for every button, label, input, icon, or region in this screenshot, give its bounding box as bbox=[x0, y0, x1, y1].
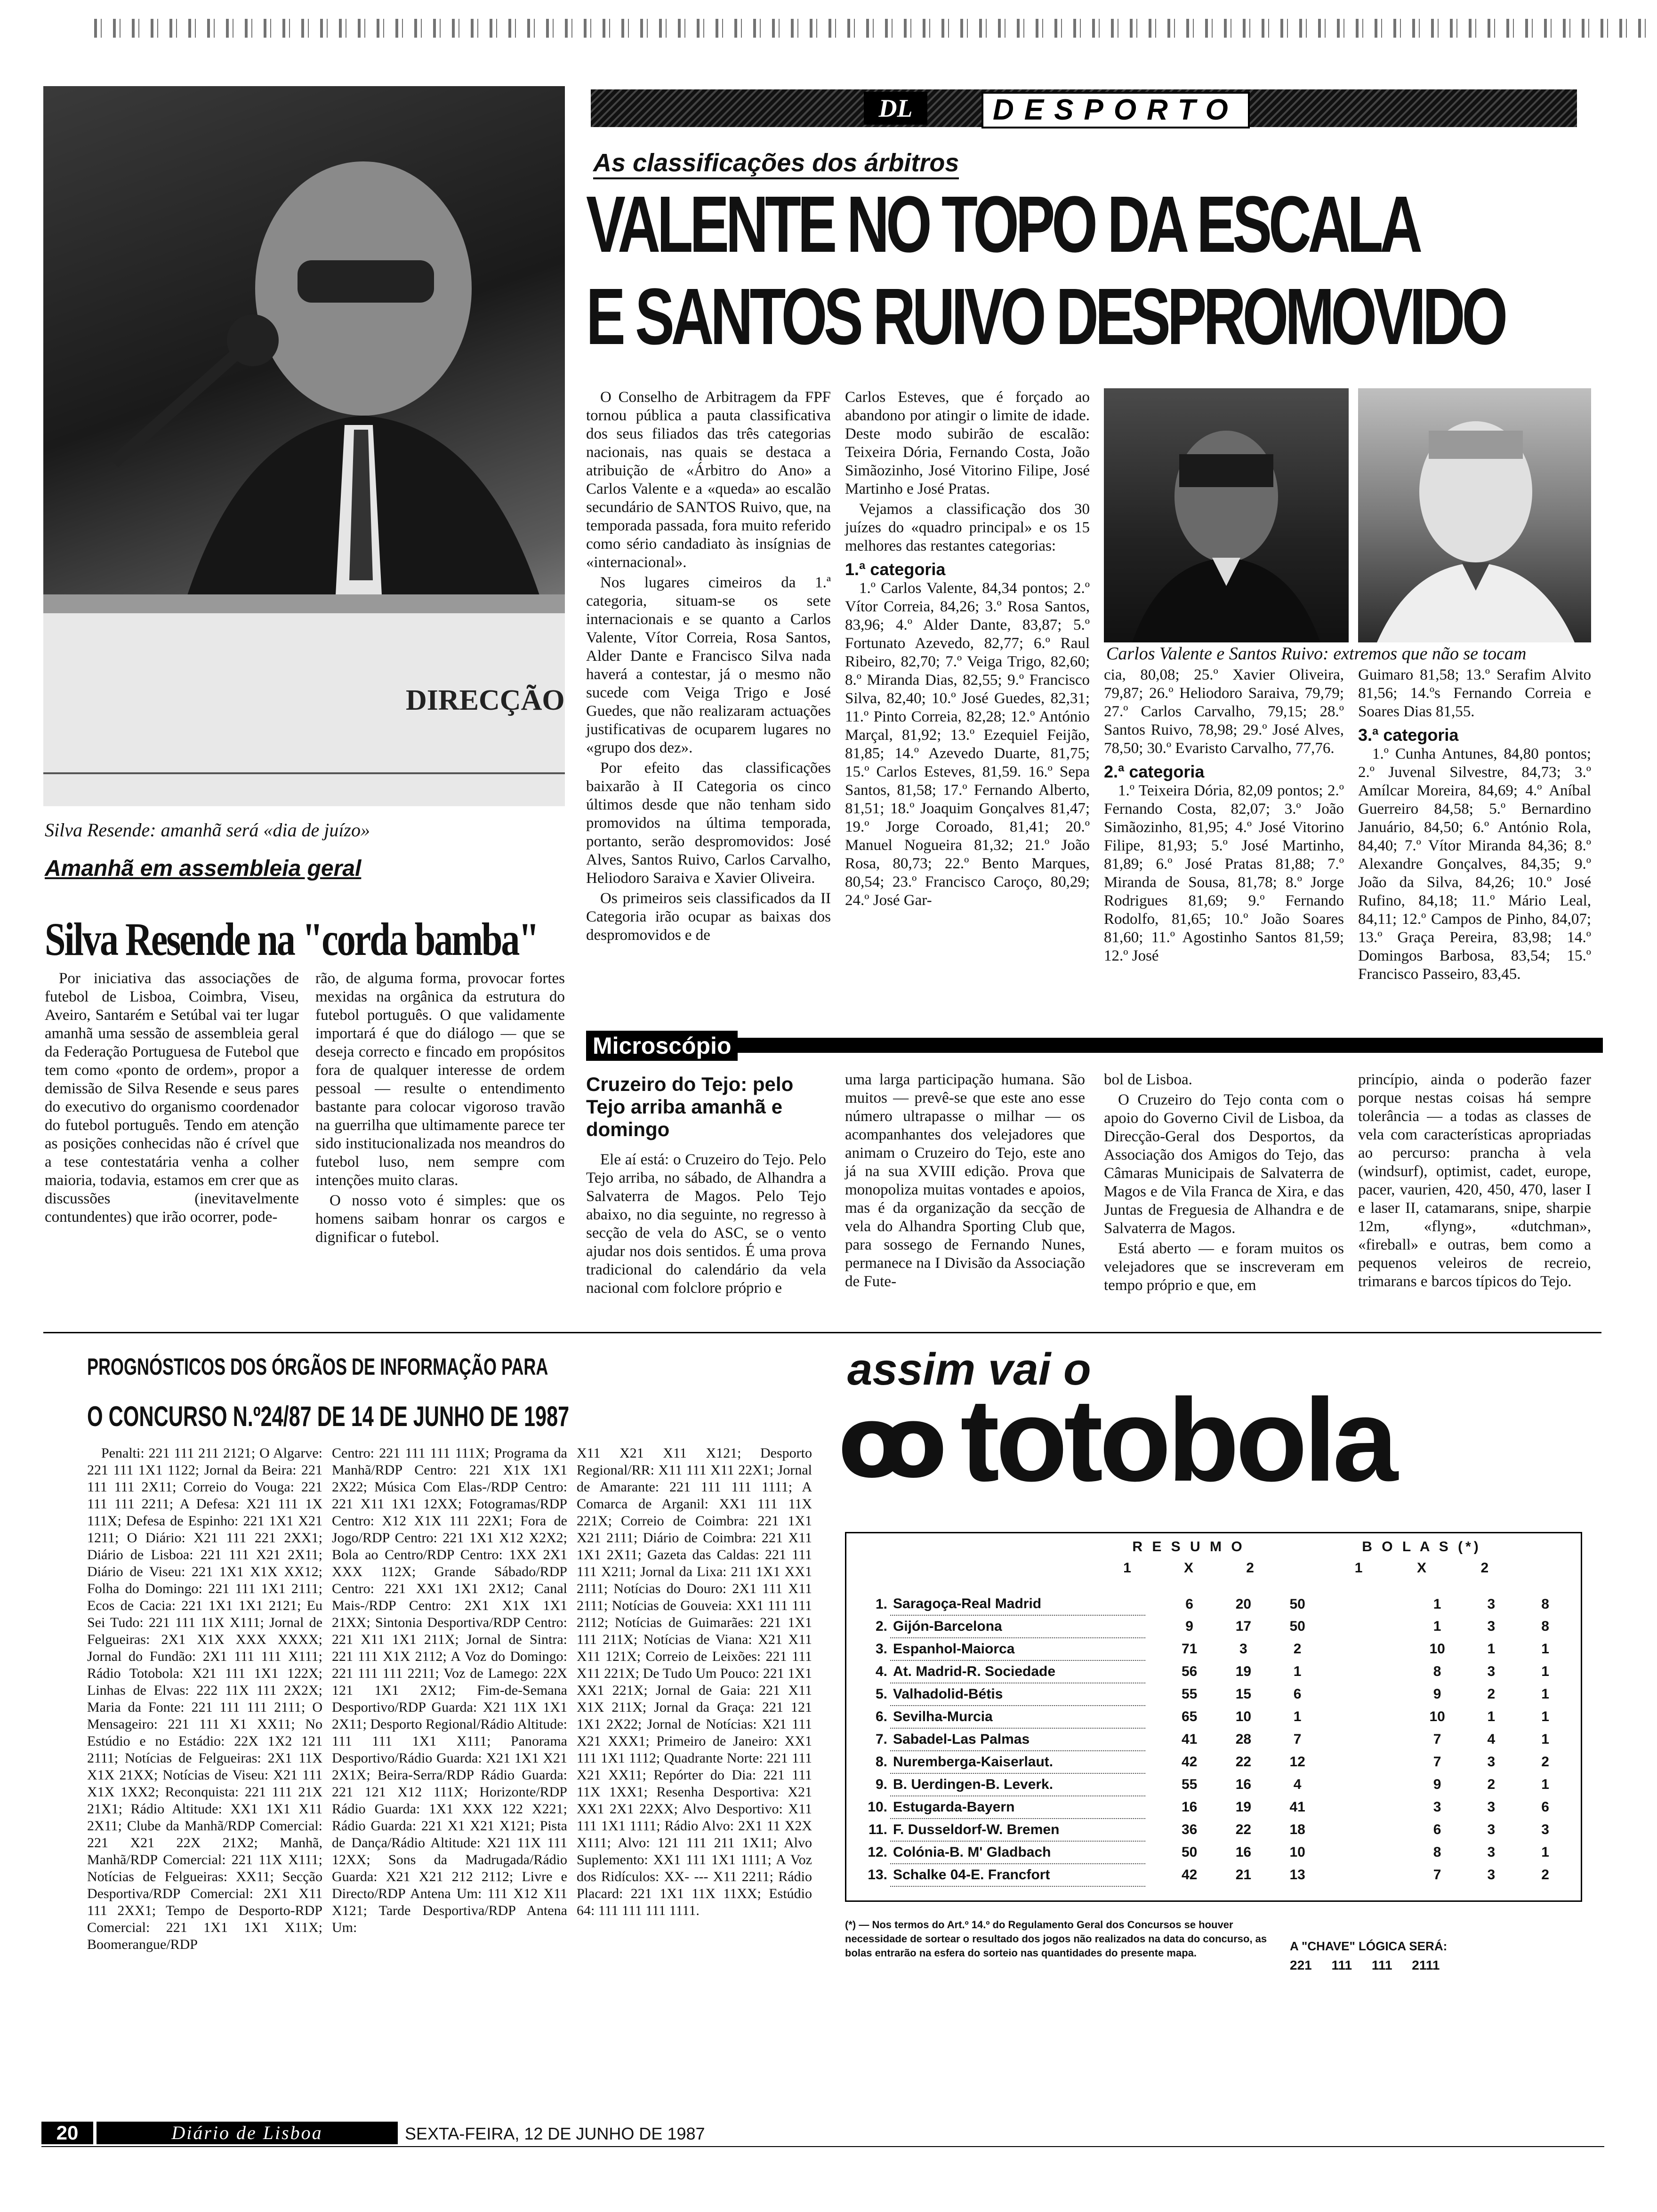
game-match: Colónia-B. M' Gladbach bbox=[890, 1841, 1145, 1864]
silva-resende-caption: Silva Resende: amanhã será «dia de juízo» bbox=[45, 819, 370, 841]
resumo-value: 50 bbox=[1289, 1619, 1305, 1634]
resumo-value: 16 bbox=[1235, 1777, 1252, 1792]
carlos-valente-photo bbox=[1104, 388, 1349, 642]
bolas-value: 8 bbox=[1433, 1844, 1441, 1860]
game-number: 11. bbox=[868, 1822, 887, 1837]
game-spacer bbox=[1145, 1751, 1162, 1773]
resumo-value: 22 bbox=[1235, 1822, 1252, 1837]
game-number: 8. bbox=[875, 1754, 887, 1770]
bolas-value: 4 bbox=[1487, 1731, 1496, 1747]
resumo-col-1: 1 bbox=[1123, 1560, 1131, 1576]
assembleia-headline: Silva Resende na "corda bamba" bbox=[45, 914, 538, 966]
game-spacer bbox=[1145, 1706, 1162, 1728]
cruzeiro-column-1: Ele aí está: o Cruzeiro do Tejo. Pelo Tejo arriba, no sábado, de Alhandra a Salvaterra de Magos. Pelo Tejo abaixo, no dia seguinte, no regresso à secção de vela do ASC, se o vento ajudar nos dois sentidos. É uma prova tradicional do calendário da vela nacional com folclore próprio e bbox=[586, 1151, 826, 1297]
game-match: Nuremberga-Kaiserlaut. bbox=[890, 1751, 1145, 1773]
footer-rule bbox=[41, 2146, 1604, 2147]
totobola-prefix: assim vai o bbox=[847, 1344, 1091, 1395]
arbitros-headline-line-2: E SANTOS RUIVO DESPROMOVIDO bbox=[586, 272, 1504, 361]
resumo-value: 1 bbox=[1293, 1709, 1302, 1724]
assembleia-column-1: Por iniciativa das associações de futebol de Lisboa, Coimbra, Viseu, Aveiro, Santarém e Setúbal vai ter lugar amanhã uma sessão de assembleia geral da Federação Portuguesa de Futebol que tem como «ponto de ordem», propor a demissão de Silva Resende e seus pares do executivo do organismo coordenador do futebol português. Tendo em atenção as posições conhecidas não é crível que a tese contestatária venha a colher maioria, todavia, estamos em crer que as discussões (inevitavelmente contundentes) que irão ocorrer, pode- bbox=[45, 970, 299, 1226]
totobola-game-row bbox=[852, 1683, 1572, 1706]
game-match: Espanhol-Maiorca bbox=[890, 1638, 1145, 1660]
game-spacer bbox=[1325, 1706, 1410, 1728]
bolas-value: 3 bbox=[1487, 1619, 1496, 1634]
bolas-value: 3 bbox=[1487, 1867, 1496, 1883]
resumo-value: 41 bbox=[1289, 1799, 1305, 1815]
bolas-label: B O L A S (*) bbox=[1362, 1539, 1481, 1555]
resumo-value: 6 bbox=[1185, 1596, 1193, 1612]
cruzeiro-column-2: uma larga participação humana. São muitos — prevê-se que este ano esse número ultrapasse o milhar — os acompanhantes dos velejadores que animam o Cruzeiro do Tejo, este ano já na sua XVIII edição. Prova que monopoliza muitas vontades e apoios, mas é da organização da secção de vela do Alhandra Sporting Club que, para sossego de Fernando Nunes, permanece na I Divisão da Associação de Fute- bbox=[845, 1071, 1085, 1290]
subcols-bolas bbox=[1327, 1560, 1516, 1576]
game-spacer bbox=[1325, 1683, 1410, 1706]
bolas-value: 3 bbox=[1487, 1799, 1496, 1815]
prognosticos-column-1: Penalti: 221 111 211 2121; O Algarve: 221 111 1X1 1122; Jornal da Beira: 221 111 111 2X11; Correio do Vouga: 221 111 111 2211; A Defesa: X21 111 1X 111X; Defesa de Espinho: 221 1X1 X21 1211; O Diário: X21 111 221 2XX1; Diário de Lisboa: 221 111 X21 2X11; Diário de Viseu: 221 1X1 X1X XX12; Folha do Domingo: 221 111 1X1 2111; Ecos de Cacia: 221 1X1 1X1 2121; Eu Sei Tudo: 221 111 11X X111; Jornal de Felgueiras: 2X1 X1X XXX XXXX; Jornal do Fundão: 2X1 111 111 X111; Rádio Totobola: X21 111 1X1 122X; Linhas de Elvas: 222 11X 111 2X2X; Maria da Fonte: 221 111 111 2111; O Mensageiro: 221 111 X1 XX11; No Estúdio e no Estádio: 22X 1X2 121 2111; Notícias de Felgueiras: 2X1 11X X1X 21XX; Notícias de Viseu: X21 111 X1X 1XX2; Reconquista: 221 111 21X 21X1; Rádio Altitude: XX1 1X1 X11 2X11; Clube da Manhã/RDP Comercial: 221 X21 22X 21X2; Manhã, Manhã/RDP Comercial: 221 11X X111; Notícias de Felgueiras: XX11; Secção Desportiva/RDP Comercial: 2X1 X11 111 2XX1; Tempo de Desporto-RDP Comercial: 221 1X1 1X1 X11X; Boomerangue/RDP bbox=[87, 1445, 322, 1952]
bolas-value: 1 bbox=[1541, 1709, 1549, 1724]
direccao-sign: DIRECÇÃO bbox=[406, 684, 565, 716]
resumo-value: 21 bbox=[1235, 1867, 1252, 1883]
bolas-value: 9 bbox=[1433, 1777, 1441, 1792]
totobola-game-row bbox=[852, 1638, 1572, 1660]
resumo-value: 16 bbox=[1235, 1844, 1252, 1860]
game-match: Valhadolid-Bétis bbox=[890, 1683, 1145, 1706]
totobola-footnote: (*) — Nos termos do Art.º 14.º do Regulamento Geral dos Concursos se houver necessidade de sortear o resultado dos jogos não realizados na data do concurso, as bolas entrarão na esfera do sorteio nas quantidades do presente mapa. bbox=[845, 1919, 1267, 1959]
page-number: 20 bbox=[41, 2122, 93, 2144]
game-number: 9. bbox=[875, 1777, 887, 1792]
valente-photo-art bbox=[1104, 388, 1349, 642]
bolas-value: 8 bbox=[1433, 1664, 1441, 1679]
chave-value: 221 111 111 2111 bbox=[1290, 1958, 1440, 1972]
bolas-value: 8 bbox=[1541, 1596, 1549, 1612]
arbitros-column-1: O Conselho de Arbitragem da FPF tornou pública a pauta classificativa dos seus filiados das três categorias nacionais, nas quais se destaca a atribuição de «Árbitro do Ano» a Carlos Valente e a «queda» ao escalão secundário de SANTOS Ruivo, que, na temporada passada, fora muito referido como sério candadiato às insígnias de «internacional». Nos lugares cimeiros da 1.ª categoria, situam-se os sete internacionais e se quanto a Carlos Valente, Vítor Correia, Rosa Santos, Alder Dante e Francisco Silva nada haverá a contestar, já o mesmo não sucede com Veiga Trigo e José Guedes, que não realizaram actuações justificativas de ocuparem lugares no «grupo dos dez». Por efeito das classificações baixarão à II Categoria os cinco últimos desde que não tenham sido promovidos na última temporada, portanto, serão despromovidos: José Alves, Santos Ruivo, Carlos Carvalho, Heliodoro Saraiva e Xavier Oliveira. Os primeiros seis classificados da II Categoria irão ocupar as baixas dos despromovidos e de bbox=[586, 389, 831, 944]
issue-date: SEXTA-FEIRA, 12 DE JUNHO DE 1987 bbox=[405, 2124, 705, 2143]
game-spacer bbox=[1325, 1841, 1410, 1864]
game-spacer bbox=[1145, 1660, 1162, 1683]
resumo-value: 13 bbox=[1289, 1867, 1305, 1883]
resumo-value: 28 bbox=[1235, 1731, 1252, 1747]
game-spacer bbox=[1325, 1638, 1410, 1660]
game-spacer bbox=[1325, 1728, 1410, 1751]
game-match: B. Uerdingen-B. Leverk. bbox=[890, 1773, 1145, 1796]
resumo-value: 42 bbox=[1181, 1754, 1198, 1770]
game-match: Sabadel-Las Palmas bbox=[890, 1728, 1145, 1751]
game-spacer bbox=[1145, 1773, 1162, 1796]
totobola-game-row bbox=[852, 1796, 1572, 1819]
game-spacer bbox=[1325, 1819, 1410, 1841]
section-label-desporto: DESPORTO bbox=[981, 92, 1250, 128]
game-spacer bbox=[1145, 1683, 1162, 1706]
bolas-value: 2 bbox=[1487, 1686, 1496, 1702]
bolas-value: 2 bbox=[1541, 1754, 1549, 1770]
bolas-value: 3 bbox=[1433, 1799, 1441, 1815]
arbitros-column-3: cia, 80,08; 25.º Xavier Oliveira, 79,87; 26.º Heliodoro Saraiva, 79,79; 27.º Carlos Carvalho, 79,15; 28.º Santos Ruivo, 78,98; 29.º José Alves, 78,50; 30.º Evaristo Carvalho, 77,76. 2.ª categoria 1.º Teixeira Dória, 82,09 pontos; 2.º Fernando Costa, 82,07; 3.º João Simãozinho, 81,95; 4.º José Vitorino Filipe, 81,93; 5.º José Martinho, 81,89; 6.º José Pratas 81,88; 7.º Miranda de Sousa, 81,78; 8.º Jorge Rodrigues 81,69; 9.º Fernando Rodolfo, 81,65; 10.º João Soares 81,60; 11.º Agostinho Santos 81,59; 12.º José bbox=[1104, 666, 1344, 964]
game-number: 10. bbox=[868, 1799, 887, 1815]
totobola-results-table bbox=[852, 1593, 1572, 1887]
resumo-value: 71 bbox=[1181, 1641, 1198, 1657]
bolas-value: 10 bbox=[1429, 1709, 1445, 1724]
bolas-value: 1 bbox=[1541, 1664, 1549, 1679]
totobola-mark-icon: ꝏ bbox=[838, 1385, 948, 1500]
totobola-game-row bbox=[852, 1593, 1572, 1615]
totobola-game-row bbox=[852, 1864, 1572, 1886]
bolas-value: 3 bbox=[1487, 1754, 1496, 1770]
resumo-value: 17 bbox=[1235, 1619, 1252, 1634]
game-spacer bbox=[1145, 1819, 1162, 1841]
game-match: Saragoça-Real Madrid bbox=[890, 1593, 1145, 1615]
totobola-game-row bbox=[852, 1819, 1572, 1841]
bolas-value: 2 bbox=[1487, 1777, 1496, 1792]
game-number: 4. bbox=[875, 1664, 887, 1679]
totobola-game-row bbox=[852, 1706, 1572, 1728]
game-match: Sevilha-Murcia bbox=[890, 1706, 1145, 1728]
resumo-value: 18 bbox=[1289, 1822, 1305, 1837]
game-spacer bbox=[1325, 1593, 1410, 1615]
bolas-value: 1 bbox=[1541, 1844, 1549, 1860]
santos-ruivo-photo bbox=[1358, 388, 1591, 642]
arbitros-column-4: Guimaro 81,58; 13.º Serafim Alvito 81,56; 14.ºs Fernando Correia e Soares Dias 81,55. 3.ª categoria 1.º Cunha Antunes, 84,80 pontos; 2.º Juvenal Silvestre, 84,73; 3.º Amílcar Moreira, 84,69; 4.º Aníbal Guerreiro 84,58; 5.º Bernardino Januário, 84,50; 6.º António Rola, 84,40; 7.º Vítor Miranda 84,36; 8.º Alexandre Gonçalves, 84,35; 9.º João da Silva, 84,26; 10.º José Rufino, 84,18; 11.º Mário Leal, 84,11; 12.º Campos de Pinho, 84,07; 13.º Graça Pereira, 83,98; 14.º Domingos Barbosa, 83,54; 15.º Francisco Passeiro, 83,45. bbox=[1358, 666, 1591, 983]
totobola-game-row bbox=[852, 1841, 1572, 1864]
resumo-value: 50 bbox=[1181, 1844, 1198, 1860]
bolas-value: 1 bbox=[1433, 1596, 1441, 1612]
game-match: At. Madrid-R. Sociedade bbox=[890, 1660, 1145, 1683]
resumo-value: 50 bbox=[1289, 1596, 1305, 1612]
bolas-value: 1 bbox=[1487, 1709, 1496, 1724]
game-spacer bbox=[1325, 1864, 1410, 1886]
game-number: 7. bbox=[875, 1731, 887, 1747]
game-number: 12. bbox=[868, 1844, 887, 1860]
resumo-value: 6 bbox=[1293, 1686, 1302, 1702]
bolas-value: 3 bbox=[1487, 1596, 1496, 1612]
resumo-value: 19 bbox=[1235, 1664, 1252, 1679]
game-spacer bbox=[1145, 1593, 1162, 1615]
totobola-game-row bbox=[852, 1728, 1572, 1751]
resumo-value: 9 bbox=[1185, 1619, 1193, 1634]
cruzeiro-headline: Cruzeiro do Tejo: pelo Tejo arriba amanhã e domingo bbox=[586, 1073, 794, 1140]
totobola-game-row bbox=[852, 1751, 1572, 1773]
resumo-value: 10 bbox=[1235, 1709, 1252, 1724]
resumo-value: 56 bbox=[1181, 1664, 1198, 1679]
game-match: Gijón-Barcelona bbox=[890, 1615, 1145, 1638]
cruzeiro-column-3: bol de Lisboa. O Cruzeiro do Tejo conta com o apoio do Governo Civil de Lisboa, da Direcção-Geral dos Desportos, da Associação dos Amigos do Tejo, das Câmaras Municipais de Salvaterra de Magos e de Vila Franca de Xira, e das Juntas de Freguesia de Alhandra e de Salvaterra de Magos. Está aberto — e foram muitos os velejadores que se inscreveram em tempo próprio e que, em bbox=[1104, 1071, 1344, 1294]
resumo-value: 42 bbox=[1181, 1867, 1198, 1883]
game-spacer bbox=[1145, 1841, 1162, 1864]
bolas-value: 6 bbox=[1541, 1799, 1549, 1815]
bolas-value: 7 bbox=[1433, 1867, 1441, 1883]
assembleia-column-2: rão, de alguma forma, provocar fortes mexidas na orgânica da estrutura do futebol português. O que validamente importará é que do diálogo — que se deseja correcto e fincado em propósitos fora de qualquer interesse de ordem pessoal — resulte o entendimento bastante para colocar vigoroso travão na guerrilha que ultimamente parece ter sido institucionalizada nos meandros do futebol luso, nem sempre com intenções muito claras. O nosso voto é simples: que os homens saibam honrar os cargos e dignificar o futebol. bbox=[315, 970, 565, 1246]
bolas-value: 1 bbox=[1541, 1731, 1549, 1747]
bolas-col-2: 2 bbox=[1480, 1560, 1489, 1576]
bolas-value: 2 bbox=[1541, 1867, 1549, 1883]
game-match: Schalke 04-E. Francfort bbox=[890, 1864, 1145, 1886]
resumo-value: 55 bbox=[1181, 1777, 1198, 1792]
resumo-value: 3 bbox=[1239, 1641, 1247, 1657]
totobola-game-row bbox=[852, 1773, 1572, 1796]
bolas-value: 6 bbox=[1433, 1822, 1441, 1837]
valente-ruivo-caption: Carlos Valente e Santos Ruivo: extremos que não se tocam bbox=[1106, 644, 1527, 664]
chave-label: A "CHAVE" LÓGICA SERÁ: bbox=[1290, 1939, 1448, 1953]
prognosticos-title-1: PROGNÓSTICOS DOS ÓRGÃOS DE INFORMAÇÃO PARA bbox=[87, 1354, 548, 1380]
totobola-logo: totobola bbox=[960, 1374, 1394, 1506]
bolas-value: 3 bbox=[1541, 1822, 1549, 1837]
game-match: Estugarda-Bayern bbox=[890, 1796, 1145, 1819]
arbitros-headline-line-1: VALENTE NO TOPO DA ESCALA bbox=[586, 180, 1419, 269]
game-spacer bbox=[1145, 1615, 1162, 1638]
resumo-col-x: X bbox=[1183, 1560, 1193, 1576]
resumo-value: 16 bbox=[1181, 1799, 1198, 1815]
cat3-heading: 3.ª categoria bbox=[1358, 725, 1459, 745]
resumo-value: 55 bbox=[1181, 1686, 1198, 1702]
game-spacer bbox=[1325, 1751, 1410, 1773]
resumo-value: 22 bbox=[1235, 1754, 1252, 1770]
game-spacer bbox=[1145, 1728, 1162, 1751]
bolas-value: 3 bbox=[1487, 1844, 1496, 1860]
resumo-value: 36 bbox=[1181, 1822, 1198, 1837]
ruivo-photo-art bbox=[1358, 388, 1591, 642]
bolas-value: 8 bbox=[1541, 1619, 1549, 1634]
game-spacer bbox=[1145, 1864, 1162, 1886]
top-strip bbox=[94, 19, 1648, 38]
game-number: 1. bbox=[875, 1596, 887, 1612]
microscopio-label: Microscópio bbox=[586, 1031, 738, 1061]
game-spacer bbox=[1145, 1638, 1162, 1660]
subcols-resumo bbox=[1097, 1560, 1280, 1576]
resumo-col-2: 2 bbox=[1246, 1560, 1254, 1576]
prognosticos-column-2: Centro: 221 111 111 111X; Programa da Manhã/RDP Centro: 221 X1X 1X1 2X22; Música Com Elas-/RDP Centro: 221 X11 1X1 12XX; Fotogramas/RDP Centro: X12 X1X 111 22X1; Fora de Jogo/RDP Centro: 221 1X1 X12 X2X2; Bola ao Centro/RDP Centro: 1XX 2X1 XXX 112X; Grande Sábado/RDP Centro: 221 XX1 1X1 2X12; Canal Mais-/RDP Centro: 2X1 X1X 1X1 21XX; Sintonia Desportiva/RDP Centro: 221 X11 1X1 211X; Jornal de Sintra: 221 111 X1X 2112; A Voz do Domingo: 221 111 111 2211; Voz de Lamego: 22X 121 1X1 2X12; Fim-de-Semana Desportivo/RDP Guarda: X21 11X 1X1 2X11; Desporto Regional/Rádio Altitude: 111 111 1X1 X111; Panorama Desportivo/Rádio Guarda: X21 1X1 X21 2X1X; Beira-Serra/RDP Rádio Guarda: 221 121 X12 111X; Horizonte/RDP Rádio Guarda: 1X1 XXX 122 X221; Rádio Guarda: 221 X1 X21 X121; Pista de Dança/Rádio Altitude: X21 11X 111 12XX; Sons da Madrugada/Rádio Guarda: X21 X21 212 2112; Livre e Directo/RDP Antena Um: 111 X12 X11 X121; Tarde Desportiva/RDP Antena Um: bbox=[332, 1445, 567, 1935]
resumo-label: R E S U M O bbox=[1132, 1539, 1245, 1555]
resumo-value: 41 bbox=[1181, 1731, 1198, 1747]
resumo-value: 12 bbox=[1289, 1754, 1305, 1770]
prognosticos-title-2: O CONCURSO N.º24/87 DE 14 DE JUNHO DE 1987 bbox=[87, 1401, 570, 1432]
resumo-value: 4 bbox=[1293, 1777, 1302, 1792]
bolas-col-x: X bbox=[1416, 1560, 1426, 1576]
game-spacer bbox=[1325, 1773, 1410, 1796]
game-spacer bbox=[1325, 1660, 1410, 1683]
arbitros-kicker: As classificações dos árbitros bbox=[593, 148, 959, 179]
arbitros-column-2: Carlos Esteves, que é forçado ao abandono por atingir o limite de idade. Deste modo subirão de escalão: Teixeira Dória, Fernando Costa, João Simãozinho, José Vitorino Filipe, José Martinho e José Pratas. Vejamos a classificação dos 30 juízes do «quadro principal» e os 15 melhores das restantes categorias: 1.ª categoria 1.º Carlos Valente, 84,34 pontos; 2.º Vítor Correia, 84,26; 3.º Rosa Santos, 83,96; 4.º Alder Dante, 83,87; 5.º Fortunato Azevedo, 82,77; 6.º Raul Ribeiro, 82,70; 7.º Veiga Trigo, 82,60; 8.º Miranda Dias, 82,55; 9.º Francisco Silva, 82,40; 10.º José Guedes, 82,31; 11.º Pinto Correia, 82,28; 12.º António Marçal, 81,92; 13.º Ezequiel Feijão, 81,85; 14.º Azevedo Duarte, 81,75; 15.º Carlos Esteves, 81,59. 16.º Sepa Santos, 81,58; 17.º Fernando Alberto, 81,51; 18.º Joaquim Gonçalves 81,47; 19.º Jorge Coroado, 81,41; 20.º Manuel Nogueira 81,32; 21.º João Rosa, 80,73; 22.º Bento Marques, 80,54; 23.º Francisco Caroço, 80,29; 24.º José Gar- bbox=[845, 389, 1090, 909]
game-spacer bbox=[1325, 1796, 1410, 1819]
resumo-value: 15 bbox=[1235, 1686, 1252, 1702]
game-match: F. Dusseldorf-W. Bremen bbox=[890, 1819, 1145, 1841]
resumo-value: 1 bbox=[1293, 1664, 1302, 1679]
resumo-value: 7 bbox=[1293, 1731, 1302, 1747]
game-number: 6. bbox=[875, 1709, 887, 1724]
resumo-value: 65 bbox=[1181, 1709, 1198, 1724]
game-number: 2. bbox=[875, 1619, 887, 1634]
bolas-col-1: 1 bbox=[1354, 1560, 1363, 1576]
silva-resende-photo bbox=[43, 86, 565, 806]
bolas-value: 3 bbox=[1487, 1664, 1496, 1679]
assembleia-kicker: Amanhã em assembleia geral bbox=[45, 856, 362, 881]
bolas-value: 10 bbox=[1429, 1641, 1445, 1657]
bolas-value: 3 bbox=[1487, 1822, 1496, 1837]
bolas-value: 9 bbox=[1433, 1686, 1441, 1702]
bolas-value: 7 bbox=[1433, 1731, 1441, 1747]
game-number: 3. bbox=[875, 1641, 887, 1657]
resumo-value: 2 bbox=[1293, 1641, 1302, 1657]
cat1-heading: 1.ª categoria bbox=[845, 560, 946, 579]
bolas-value: 1 bbox=[1487, 1641, 1496, 1657]
cruzeiro-column-4: princípio, ainda o poderão fazer porque nestas coisas há sempre tolerância — a todas as classes de vela com características apropriadas ao percurso: prancha à vela (windsurf), optimist, cadet, europe, pacer, vaurien, 420, 450, 470, laser I e laser II, catamarans, snipe, sharpie 12m, «flyng», «dutchman», «fireball» e outras, bem como a pequenos veleiros de recreio, trimarans e barcos típicos do Tejo. bbox=[1358, 1071, 1591, 1290]
prognosticos-column-3: X11 X21 X11 X121; Desporto Regional/RR: X11 111 X11 22X1; Jornal de Amarante: 221 111 111 1111; A Comarca de Arganil: XX1 111 11X 221X; Correio de Coimbra: 221 1X1 X21 2111; Diário de Coimbra: 221 X11 1X1 2X11; Gazeta das Caldas: 221 111 111 X211; Jornal da Lixa: 211 1X1 XX1 2111; Notícias do Douro: 2X1 111 X11 2111; Notícias de Gouveia: XX1 111 111 2112; Notícias de Guimarães: 221 1X1 111 211X; Notícias de Viana: X21 X11 X11 121X; Correio de Leixões: 221 111 X11 221X; De Tudo Um Pouco: 221 1X1 XX1 221X; Jornal de Gaia: 221 X11 X1X 211X; Jornal da Graça: 221 121 1X1 2X22; Jornal de Notícias: X21 111 X21 XXX1; Primeiro de Janeiro: XX1 111 1X1 1112; Quadrante Norte: 221 111 X21 XX11; Repórter do Dia: 221 111 11X 1XX1; Resenha Desportiva: X21 XX1 2X1 22XX; Alvo Desportivo: X11 111 1X1 1111; Rádio Alvo: 2X1 11 X2X X111; Alvo: 121 111 211 1X11; Alvo Suplemento: XX1 111 1X1 1111; A Voz dos Ridículos: XX- --- X11 2211; Rádio Placard: 221 1X1 11X 11XX; Estúdio 64: 111 111 111 1111. bbox=[577, 1445, 812, 1918]
totobola-game-row bbox=[852, 1615, 1572, 1638]
game-spacer bbox=[1325, 1615, 1410, 1638]
dl-logo: DL bbox=[864, 92, 927, 125]
divider-line bbox=[43, 1332, 1601, 1333]
resumo-value: 10 bbox=[1289, 1844, 1305, 1860]
resumo-value: 20 bbox=[1235, 1596, 1252, 1612]
cat2-heading: 2.ª categoria bbox=[1104, 762, 1205, 781]
microscopio-bar bbox=[586, 1038, 1603, 1053]
bolas-value: 1 bbox=[1541, 1777, 1549, 1792]
game-number: 5. bbox=[875, 1686, 887, 1702]
paper-name: Diário de Lisboa bbox=[97, 2122, 398, 2144]
totobola-game-row bbox=[852, 1660, 1572, 1683]
bolas-value: 1 bbox=[1541, 1686, 1549, 1702]
game-spacer bbox=[1145, 1796, 1162, 1819]
game-number: 13. bbox=[868, 1867, 887, 1883]
bolas-value: 7 bbox=[1433, 1754, 1441, 1770]
bolas-value: 1 bbox=[1541, 1641, 1549, 1657]
bolas-value: 1 bbox=[1433, 1619, 1441, 1634]
resumo-value: 19 bbox=[1235, 1799, 1252, 1815]
